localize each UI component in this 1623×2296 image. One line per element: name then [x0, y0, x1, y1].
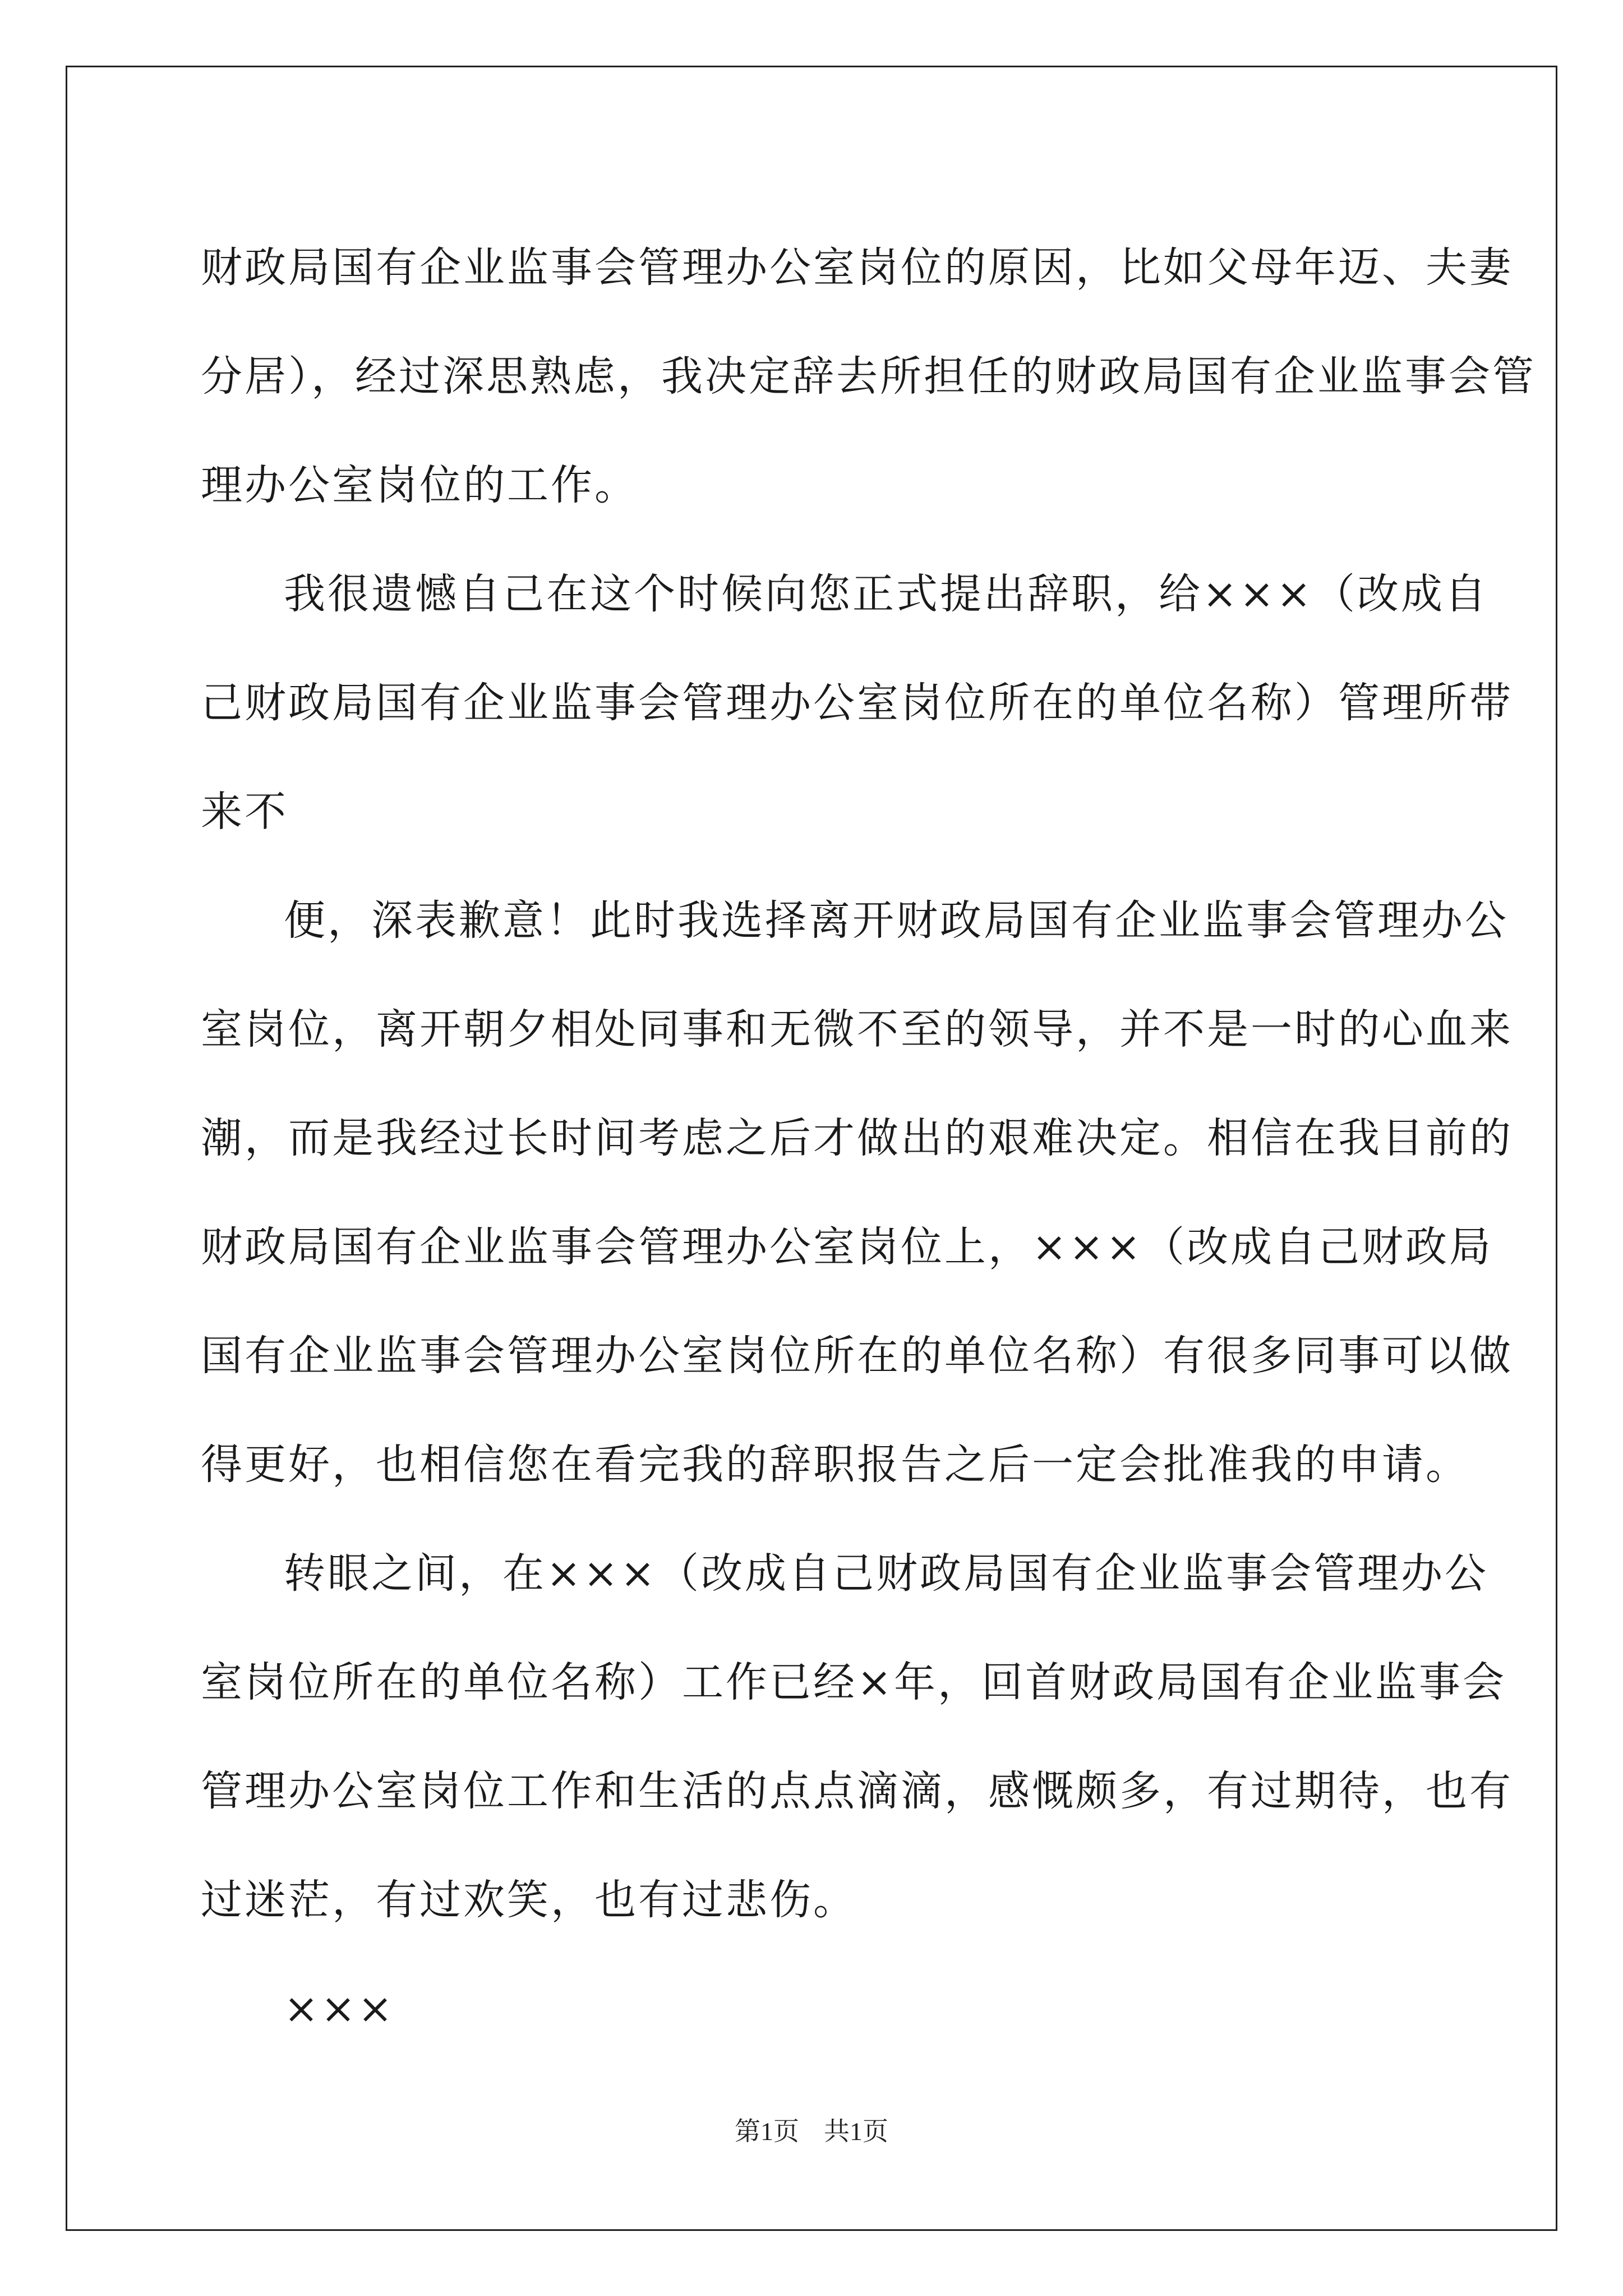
text-line: 财政局国有企业监事会管理办公室岗位上，×××（改成自己财政局 — [201, 1223, 1493, 1271]
text-line: 转眼之间，在×××（改成自己财政局国有企业监事会管理办公 — [284, 1549, 1489, 1598]
page-total: 共1页 — [824, 2117, 888, 2146]
text-line: 己财政局国有企业监事会管理办公室岗位所在的单位名称）管理所带 — [201, 679, 1513, 727]
text-line: 理办公室岗位的工作。 — [201, 461, 638, 509]
text-line: 潮，而是我经过长时间考虑之后才做出的艰难决定。相信在我目前的 — [201, 1114, 1513, 1162]
text-line: 过迷茫，有过欢笑，也有过悲伤。 — [201, 1876, 857, 1924]
text-line: 便，深表歉意！此时我选择离开财政局国有企业监事会管理办公 — [284, 896, 1509, 945]
text-line: 管理办公室岗位工作和生活的点点滴滴，感慨颇多，有过期待，也有 — [201, 1767, 1513, 1815]
text-line: 我很遗憾自己在这个时候向您正式提出辞职，给×××（改成自 — [284, 570, 1489, 618]
document-body — [201, 213, 1536, 2063]
text-line: 得更好，也相信您在看完我的辞职报告之后一定会批准我的申请。 — [201, 1441, 1469, 1489]
text-line: 来不 — [201, 788, 288, 836]
text-line: 财政局国有企业监事会管理办公室岗位的原因，比如父母年迈、夫妻 — [201, 243, 1513, 292]
text-line: 室岗位所在的单位名称）工作已经×年，回首财政局国有企业监事会 — [201, 1658, 1507, 1706]
page-footer — [0, 2115, 1623, 2148]
text-line: 国有企业监事会管理办公室岗位所在的单位名称）有很多同事可以做 — [201, 1332, 1513, 1380]
text-line: ××× — [284, 1985, 395, 2033]
text-line: 室岗位，离开朝夕相处同事和无微不至的领导，并不是一时的心血来 — [201, 1005, 1513, 1053]
text-line: 分居），经过深思熟虑，我决定辞去所担任的财政局国有企业监事会管 — [201, 352, 1536, 401]
page-number: 第1页 — [735, 2117, 799, 2146]
